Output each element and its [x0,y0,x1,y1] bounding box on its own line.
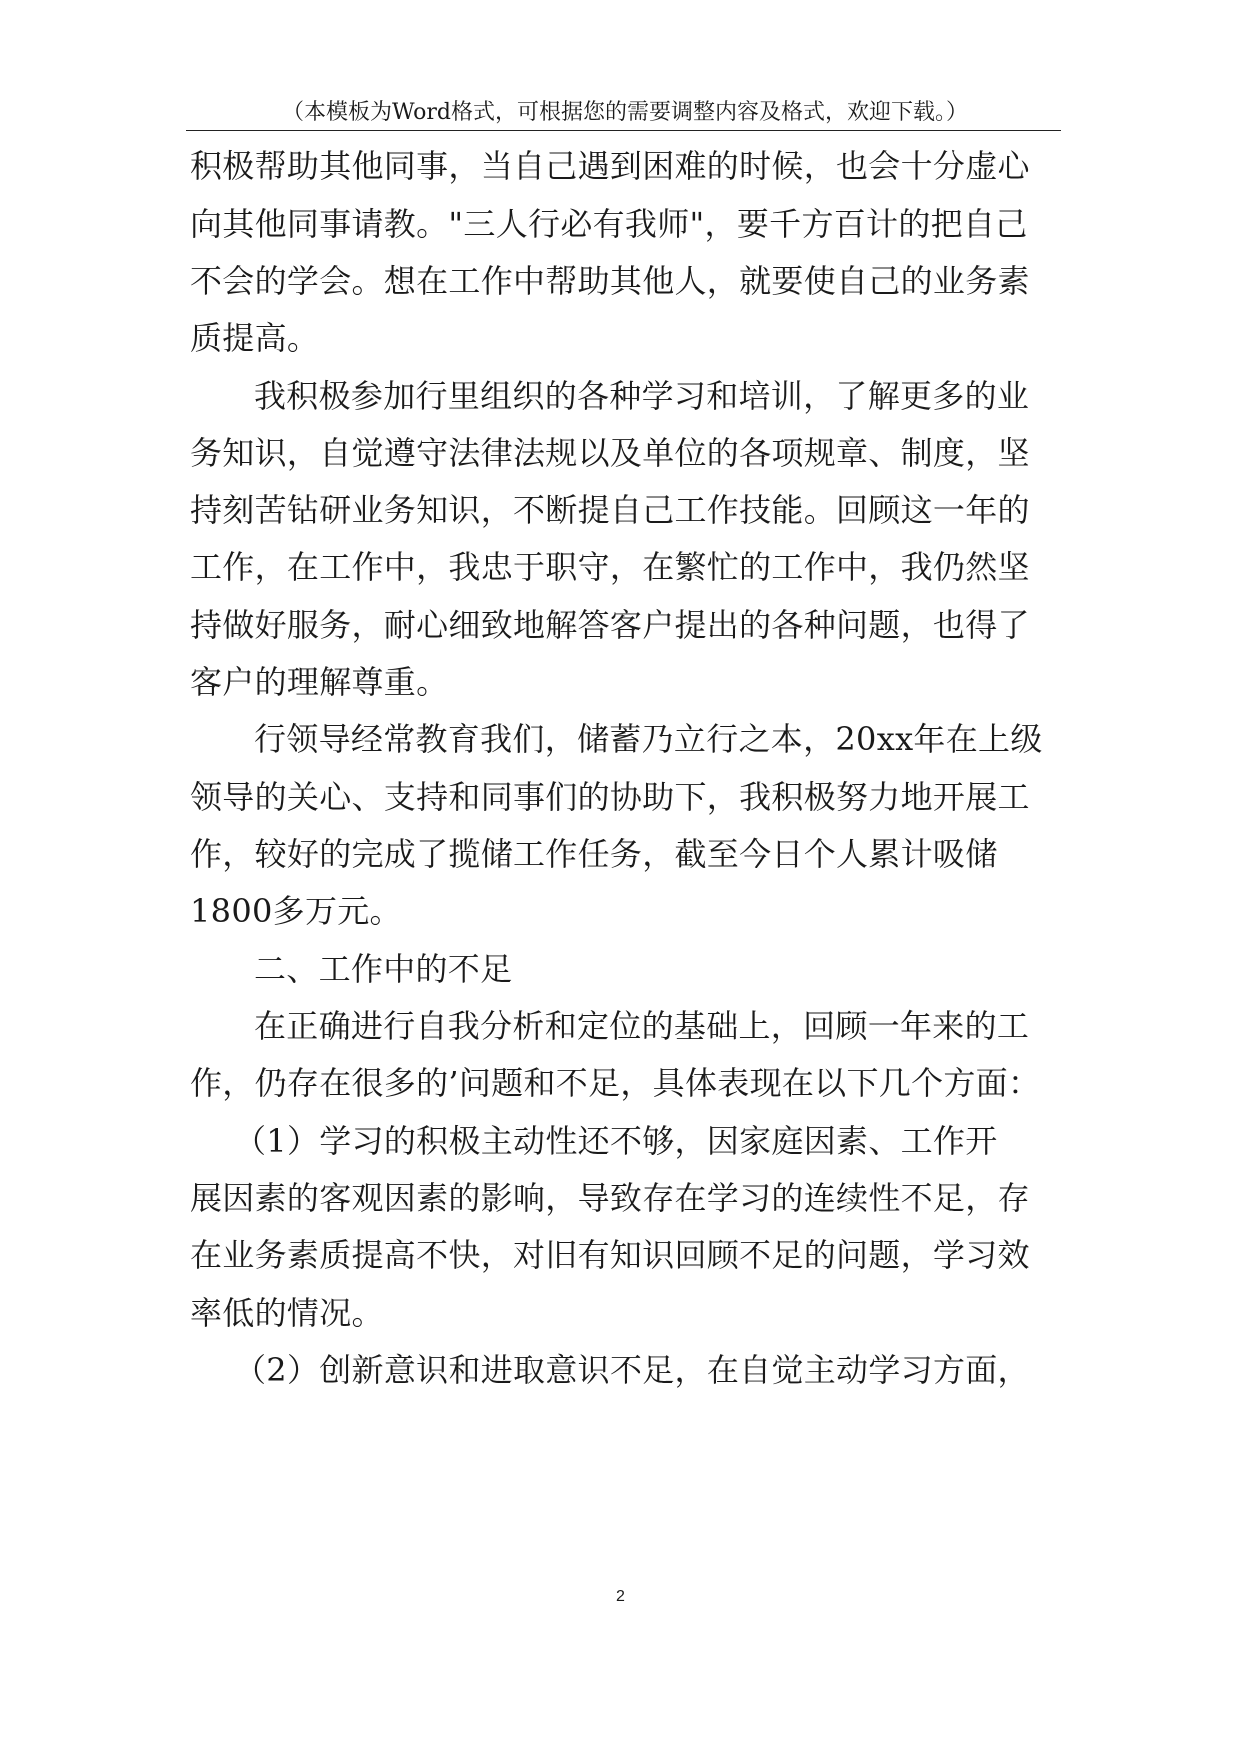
body-line: 率低的情况。 [190,1294,384,1332]
body-line: 持刻苦钻研业务知识，不断提自己工作技能。回顾这一年的 [190,491,1030,529]
body-line: 持做好服务，耐心细致地解答客户提出的各种问题，也得了 [190,606,1030,644]
list-item-start-line: （2）创新意识和进取意识不足，在自觉主动学习方面， [234,1351,1030,1389]
body-line: 领导的关心、支持和同事们的协助下，我积极努力地开展工 [190,778,1030,816]
body-line: 在业务素质提高不快，对旧有知识回顾不足的问题，学习效 [190,1236,1030,1274]
header-divider [186,130,1061,131]
paragraph-start-line: 我积极参加行里组织的各种学习和培训，了解更多的业 [254,377,1030,415]
template-notice-header: （本模板为Word格式，可根据您的需要调整内容及格式，欢迎下载。） [282,100,968,125]
paragraph-start-line: 在正确进行自我分析和定位的基础上，回顾一年来的工 [254,1007,1030,1045]
body-line: 作，较好的完成了揽储工作任务，截至今日个人累计吸储 [190,835,998,873]
body-line: 务知识，自觉遵守法律法规以及单位的各项规章、制度，坚 [190,434,1030,472]
body-line: 向其他同事请教。"三人行必有我师"，要千方百计的把自己 [190,205,1028,243]
body-line: 作，仍存在很多的’问题和不足，具体表现在以下几个方面： [190,1064,1041,1102]
body-line: 积极帮助其他同事，当自己遇到困难的时候，也会十分虚心 [190,147,1030,185]
body-line: 客户的理解尊重。 [190,663,449,701]
paragraph-start-line: 行领导经常教育我们，储蓄乃立行之本，20xx年在上级 [254,720,1043,758]
body-line: 1800多万元。 [190,892,402,930]
page-number: 2 [616,1588,625,1605]
body-line: 工作，在工作中，我忠于职守，在繁忙的工作中，我仍然坚 [190,548,1030,586]
body-line: 不会的学会。想在工作中帮助其他人，就要使自己的业务素 [190,262,1030,300]
section-heading: 二、工作中的不足 [254,950,513,988]
body-line: 展因素的客观因素的影响，导致存在学习的连续性不足，存 [190,1179,1030,1217]
list-item-start-line: （1）学习的积极主动性还不够，因家庭因素、工作开 [234,1122,998,1160]
body-line: 质提高。 [190,319,320,357]
